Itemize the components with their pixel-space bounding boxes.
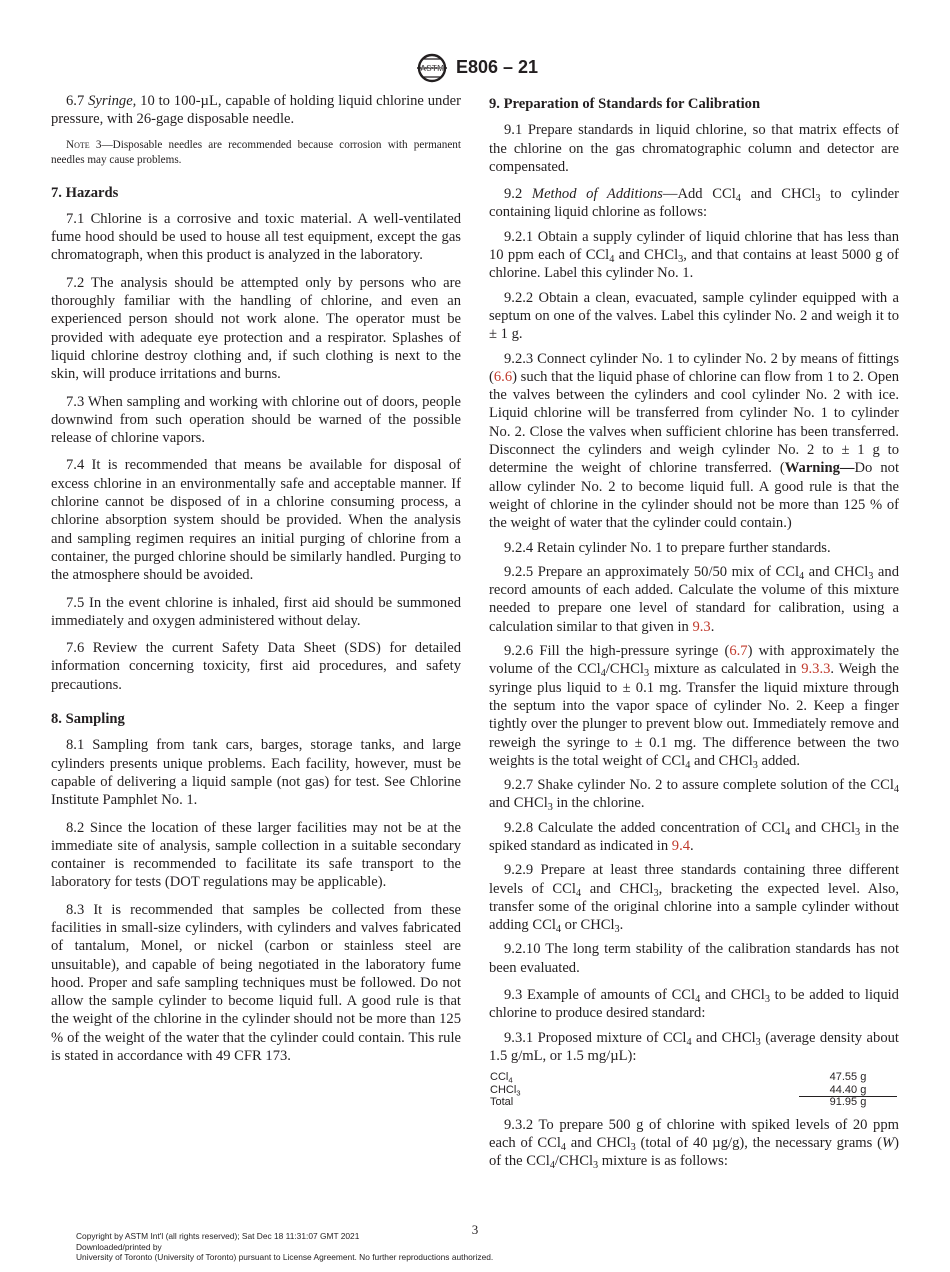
row-value: 47.55 g [829, 1071, 867, 1084]
copyright-footer [76, 1231, 493, 1263]
row-label: CCl$_4$ [490, 1071, 513, 1085]
page-header [0, 52, 950, 86]
para-7-6: 7.6 Review the current Safety Data Sheet (SDS) for detailed information concerning toxicity, first aid procedures, and safety precautions. [51, 640, 461, 693]
para-8-2: 8.2 Since the location of these larger facilities may not be at the immediate site of analysis, sample collection in a suitable secondary container is recommended to facilitate its safe transport to the laboratory for tests (DOT regulations may be applicable). [51, 819, 461, 891]
para-9-2-2: 9.2.2 Obtain a clean, evacuated, sample cylinder equipped with a septum on one of the valves. Label this cylinder No. 2 and weigh it to ± 1 g. [489, 289, 899, 343]
para-9-1: 9.1 Prepare standards in liquid chlorine, so that matrix effects of the chlorine on the gas chromatographic column and detector are compensated. [489, 122, 899, 175]
table-row [489, 1071, 899, 1084]
footer-download-line: Downloaded/printed by [76, 1241, 162, 1252]
para-8-3: 8.3 It is recommended that samples be collected from these facilities in small-size cylinders, with cylinders and valves fabricated of tantalum, Monel, or nickel (carbon or stainless steel are unsuitable), and capable of being negotiated in the laboratory fume hood. Proper and safe sampling techniques must be followed. Do not allow the sample cylinder to become liquid full. A good rule is that the weight of the chlorine in the cylinder should not be more than 125 % of the weight of the water that the cylinder could contain. This rule is stated in accordance with 49 CFR 173. [51, 901, 461, 1065]
page-number: 3 [471, 1222, 479, 1237]
para-8-1: 8.1 Sampling from tank cars, barges, storage tanks, and large cylinders presents unique problems. Each facility, however, must be capable of delivering a liquid sample (not gas) for test. See Chlorine Institute Pamphlet No. 1. [51, 737, 461, 809]
heading-hazards: 7. Hazards [51, 184, 119, 201]
ref-link-6-7[interactable]: 6.7 [729, 643, 748, 660]
document-designation: E806 – 21 [456, 57, 539, 77]
para-9-2-10: 9.2.10 The long term stability of the calibration standards has not been evaluated. [489, 941, 899, 976]
heading-preparation-of-standards: 9. Preparation of Standards for Calibration [489, 96, 761, 112]
para-9-3-1: 9.3.1 Proposed mixture of CCl$_4$ and CHCl$_3$ (average density about 1.5 g/mL, or 1.5 mg/µL): [489, 1029, 899, 1064]
para-9-3-2: 9.3.2 To prepare 500 g of chlorine with spiked levels of 20 ppm each of CCl$_4$ and CHCl$_3$ (total of 40 µg/g), the necessary grams (W) of the CCl$_4$/CHCl$_3$ mixture is as follows: [489, 1116, 899, 1172]
para-9-2-5: 9.2.5 Prepare an approximately 50/50 mix of CCl$_4$ and CHCl$_3$ and record amounts of each added. Calculate the volume of this mixture needed to prepare one level of standard for calibration, using a calculation similar to that given in 9.3. [489, 563, 899, 635]
para-9-2: 9.2 Method of Additions—Add CCl$_4$ and CHCl$_3$ to cylinder containing liquid chlorine as follows: [489, 186, 899, 221]
para-9-3: 9.3 Example of amounts of CCl$_4$ and CHCl$_3$ to be added to liquid chlorine to produce desired standard: [489, 987, 899, 1022]
para-9-2-8: 9.2.8 Calculate the added concentration of CCl$_4$ and CHCl$_3$ in the spiked standard as indicated in 9.4. [489, 819, 899, 854]
ref-link-9-4[interactable]: 9.4 [671, 837, 691, 854]
row-label: CHCl$_3$ [490, 1083, 521, 1098]
heading-sampling: 8. Sampling [51, 711, 125, 728]
para-9-2-3: 9.2.3 Connect cylinder No. 1 to cylinder No. 2 by means of fittings (6.6) such that the liquid phase of chlorine can flow from 1 to 2. Open the valves between the cylinders and cool cylinder No. 2 with ice. Liquid chlorine will be transferred from cylinder No. 1 to cylinder No. 2. Close the valves when sufficient chlorine has been transferred. Disconnect the cylinders and weigh cylinder No. 2 to ± 1 g to determine the weight of chlorine transferred. (Warning—Do not allow cylinder No. 2 to become liquid full. A good rule is that the weight of chlorine in the cylinder should not be more than 125 % of the weight of water that the cylinder could contain.) [489, 350, 899, 532]
para-9-2-6: 9.2.6 Fill the high-pressure syringe (6.7) with approximately the volume of the CCl$_4$/CHCl$_3$ mixture as calculated in 9.3.3. Weigh the syringe plus liquid to ± 0.1 mg. Transfer the liquid mixture through the septum into the vapor space of cylinder No. 2. Keep a finger tightly over the plunger to prevent blow out. Immediately remove and reweigh the syringe to ± 0.1 mg. The difference between the two weights is the total weight of CCl$_4$ and CHCl$_3$ added. [489, 643, 899, 771]
para-7-3: 7.3 When sampling and working with chlorine out of doors, people downwind from such operation should be warned of the possible release of chlorine vapors. [51, 393, 461, 447]
ref-link-6-6[interactable]: 6.6 [493, 368, 513, 385]
para-9-2-7: 9.2.7 Shake cylinder No. 2 to assure complete solution of the CCl$_4$ and CHCl$_3$ in the chlorine. [489, 777, 899, 814]
right-column [489, 92, 899, 1171]
para-9-2-4: 9.2.4 Retain cylinder No. 1 to prepare further standards. [504, 539, 831, 556]
para-9-2-9: 9.2.9 Prepare at least three standards containing three different levels of CCl$_4$ and CHCl$_3$, bracketing the expected level. Also, transfer some of the original chlorine into a sample cylinder without adding CCl$_4$ or CHCl$_3$. [489, 862, 899, 936]
table-row [489, 1096, 899, 1109]
row-label: Total [490, 1096, 514, 1109]
footer-license-line: University of Toronto (University of Toronto) pursuant to License Agreement. No further reproductions authorized. [76, 1252, 494, 1262]
row-value: 91.95 g [829, 1096, 867, 1109]
para-7-5: 7.5 In the event chlorine is inhaled, first aid should be summoned immediately and oxygen administered without delay. [51, 594, 461, 629]
table-row [489, 1084, 899, 1097]
row-value: 44.40 g [799, 1084, 897, 1098]
astm-logo-text: ASTM [419, 63, 445, 73]
para-7-2: 7.2 The analysis should be attempted only by persons who are thoroughly familiar with the handling of chlorine, and even an experienced person should not work alone. The operator must be provided with adequate eye protection and a respirator. Splashes of liquid chlorine destroy clothing and, if such clothing is next to the skin, will produce irritations and burns. [51, 274, 461, 383]
section-6-7: 6.7 Syringe, 10 to 100-µL, capable of holding liquid chlorine under pressure, with 26-gage disposable needle. [51, 93, 461, 128]
para-7-1: 7.1 Chlorine is a corrosive and toxic material. A well-ventilated fume hood should be used to house all test equipment, except the gas chromatograph, when this product is analyzed in the laboratory. [51, 210, 461, 264]
note-3: Note 3—Disposable needles are recommended because corrosion with permanent needles may cause problems. [51, 138, 462, 166]
mixture-table [489, 1071, 899, 1109]
astm-logo-icon [414, 52, 450, 84]
ref-link-9-3[interactable]: 9.3 [692, 618, 711, 635]
footer-copyright-line: Copyright by ASTM Int'l (all rights reserved); Sat Dec 18 11:31:07 GMT 2021 [76, 1231, 360, 1241]
ref-link-9-3-3[interactable]: 9.3.3 [801, 661, 831, 678]
para-7-4: 7.4 It is recommended that means be available for disposal of excess chlorine in an environmentally safe and acceptable manner. If chlorine cannot be disposed of in a chlorine consuming process, a chlorine absorption system should be provided. When the analysis and sampling regimen requires an initial purging of chlorine from a container, the purged chlorine should be similarly handled. Purging to the atmosphere should be avoided. [51, 457, 461, 584]
para-9-2-1: 9.2.1 Obtain a supply cylinder of liquid chlorine that has less than 10 ppm each of CCl$_4$ and CHCl$_3$, and that contains at least 5000 g of chlorine. Label this cylinder No. 1. [489, 228, 899, 282]
left-column [51, 92, 461, 1065]
